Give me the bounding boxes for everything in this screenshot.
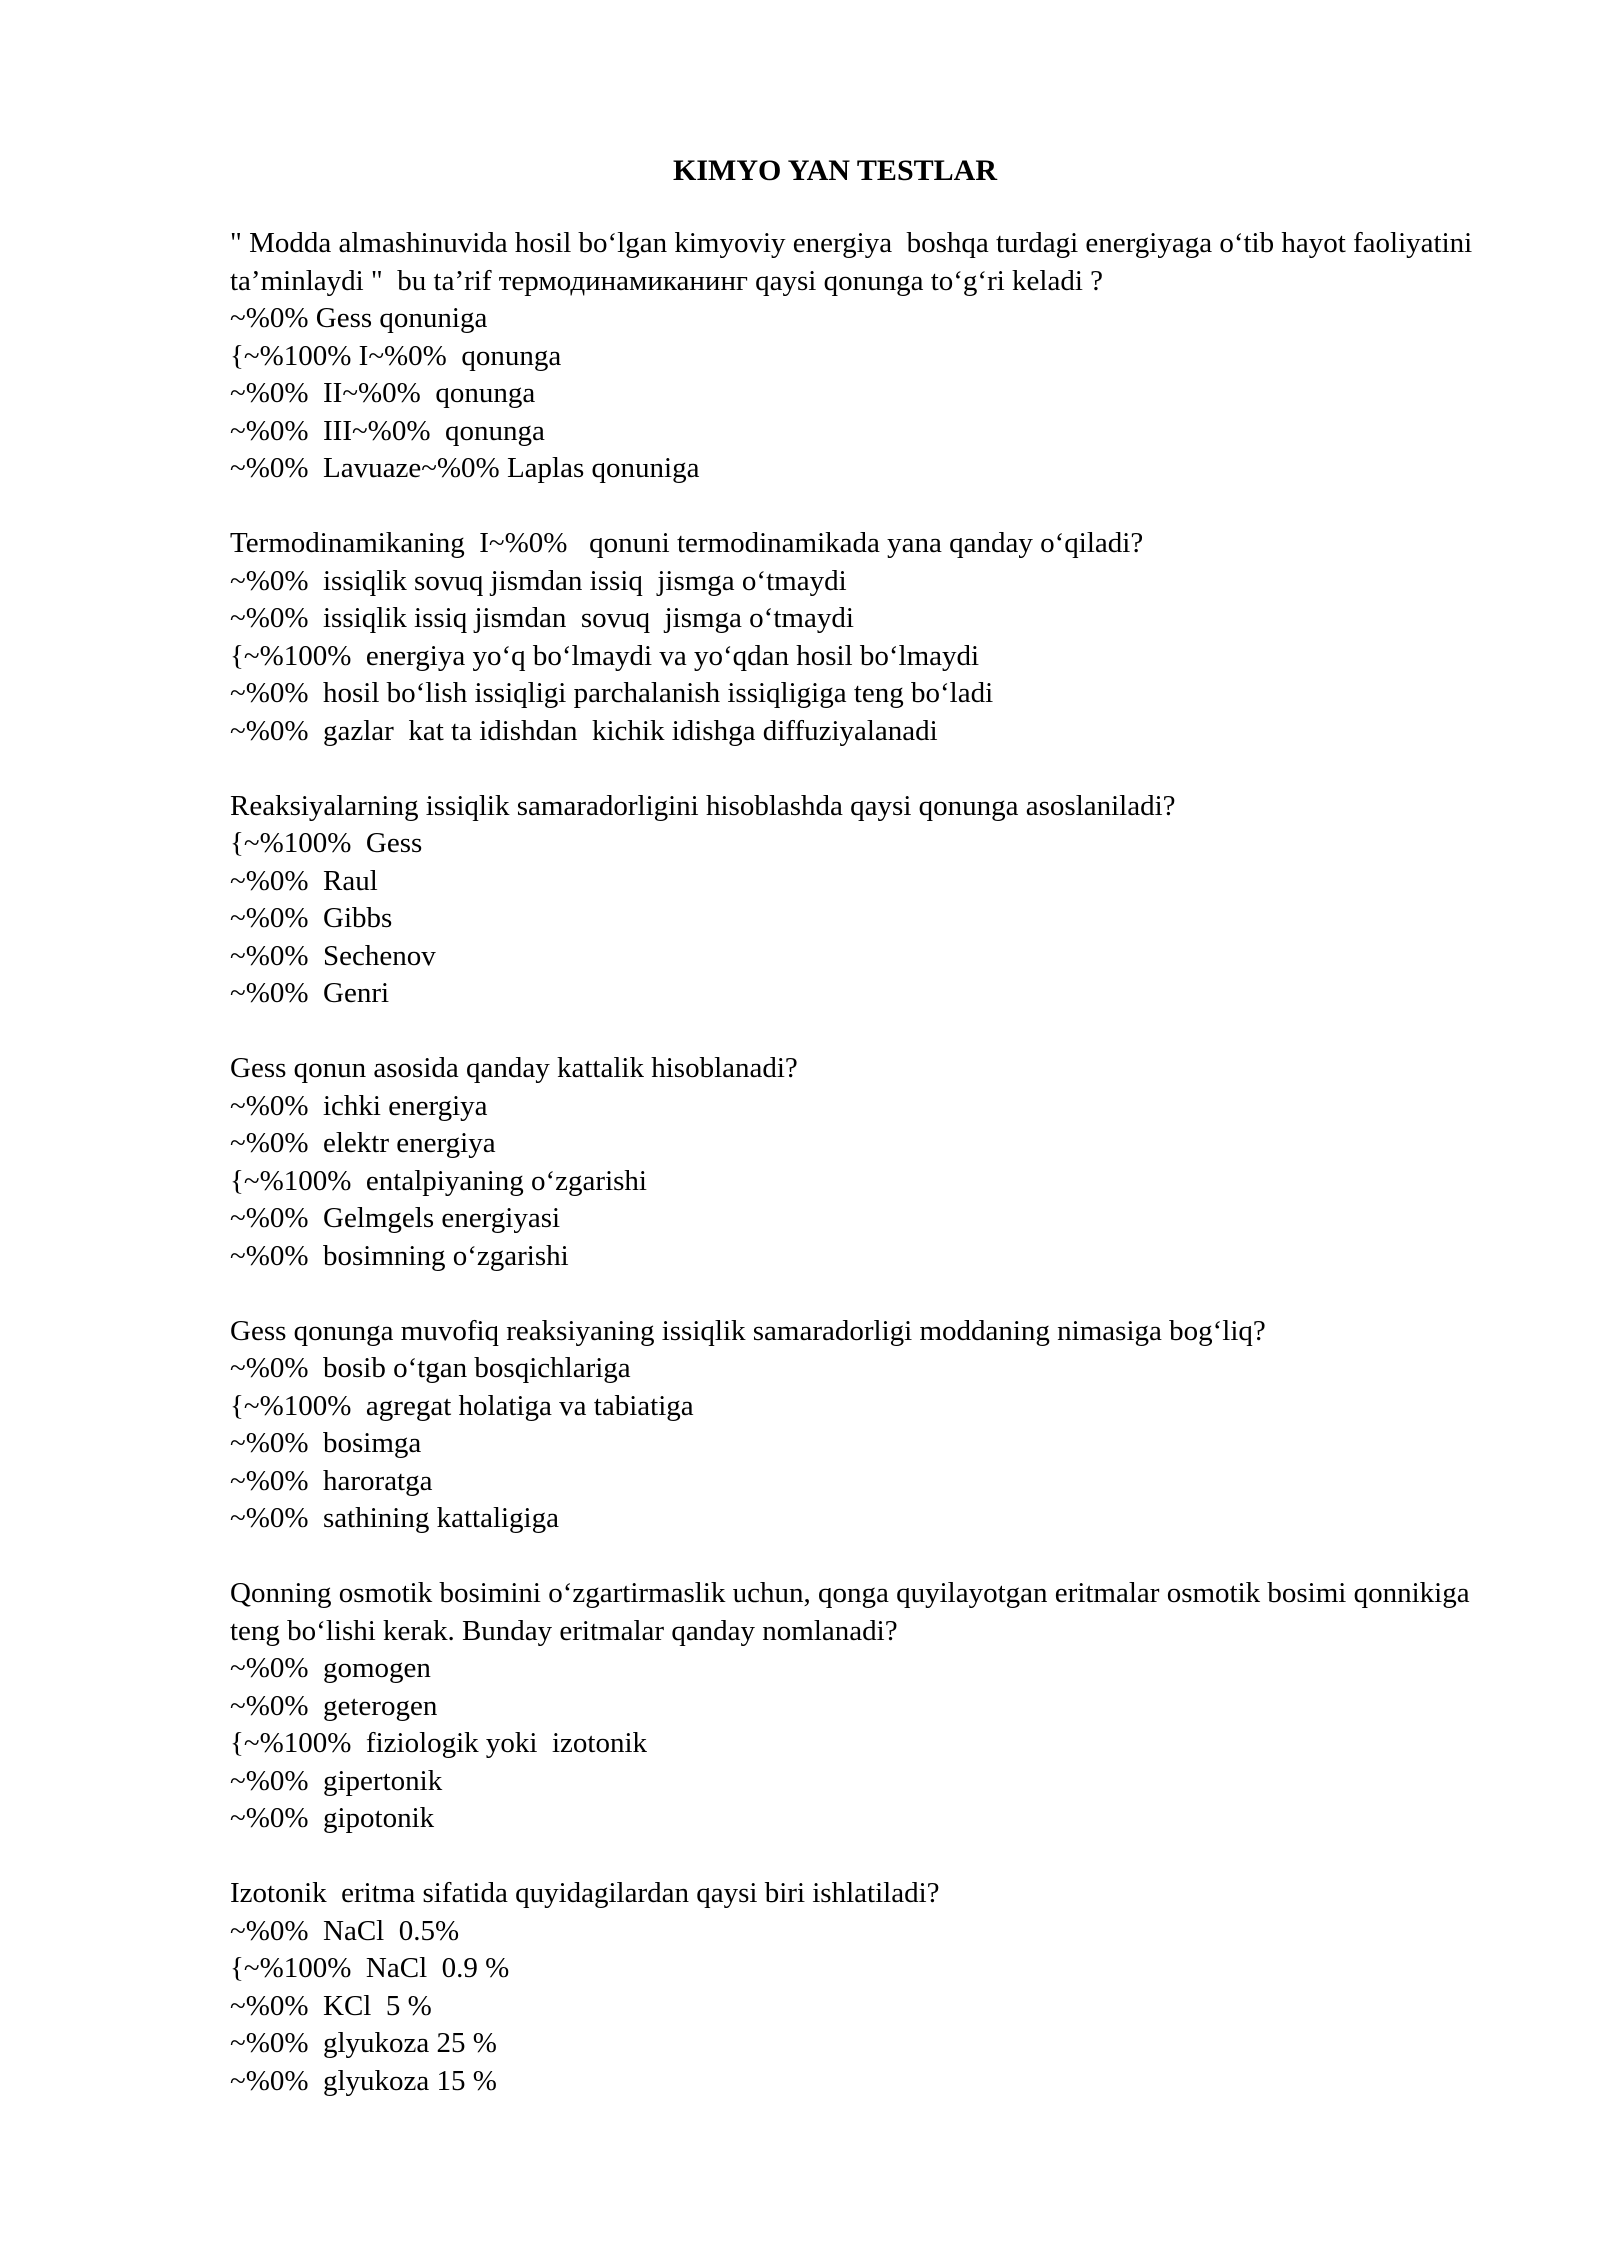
answer-option: ~%0% sathining kattaligiga [230,1502,559,1534]
answer-option: ~%0% gipotonik [230,1802,435,1834]
answer-option: ~%0% hosil bo‘lish issiqligi parchalanish issiqligiga teng bo‘ladi [230,677,994,709]
answer-option: ~%0% III~%0% qonunga [230,414,545,447]
answer-option: ~%0% II~%0% qonunga [230,377,536,409]
answer-option: {~%100% energiya yo‘q bo‘lmaydi va yo‘qdan hosil bo‘lmaydi [230,639,980,672]
answer-option: ~%0% gomogen [230,1652,431,1684]
question-text: Gess qonunga muvofiq reaksiyaning issiqlik samaradorligi moddaning nimasiga bog‘liq? [230,1314,1266,1347]
question-text: " Modda almashinuvida hosil bo‘lgan kimyoviy energiya boshqa turdagi energiyaga o‘tib hayot faoliyatini ta’minlaydi " bu ta’rif термодинамиканинг qaysi qonunga to‘g‘ri keladi ? [230,227,1480,297]
answer-option: ~%0% bosimga [230,1427,422,1459]
answer-option: ~%0% Sechenov [230,939,436,972]
question-block [230,1313,1500,1538]
answer-option: ~%0% Genri [230,977,390,1009]
answer-option: ~%0% issiqlik issiq jismdan sovuq jismga o‘tmaydi [230,602,854,634]
question-block [230,225,1500,488]
answer-option: ~%0% glyukoza 25 % [230,2027,497,2059]
question-block [230,1575,1500,1838]
answer-option: ~%0% ichki energiya [230,1089,488,1122]
answer-option: ~%0% Raul [230,864,378,897]
answer-option: ~%0% geterogen [230,1689,438,1722]
question-list [230,225,1500,2138]
question-block [230,525,1500,750]
answer-option: ~%0% KCl 5 % [230,1989,432,2022]
page-title: KIMYO YAN TESTLAR [673,154,997,187]
answer-option: ~%0% Gelmgels energiyasi [230,1202,561,1234]
answer-option: ~%0% elektr energiya [230,1127,496,1159]
answer-option: ~%0% Lavuaze~%0% Laplas qonuniga [230,452,700,484]
question-text: Qonning osmotik bosimini o‘zgartirmaslik uchun, qonga quyilayotgan eritmalar osmotik bosimi qonnikiga teng bo‘lishi kerak. Bunday eritmalar qanday nomlanadi? [230,1577,1477,1647]
question-block [230,788,1500,1013]
answer-option: ~%0% gipertonik [230,1764,443,1797]
answer-option: ~%0% issiqlik sovuq jismdan issiq jismga o‘tmaydi [230,564,847,597]
answer-option: {~%100% agregat holatiga va tabiatiga [230,1389,694,1422]
answer-option: ~%0% NaCl 0.5% [230,1914,460,1947]
answer-option: ~%0% glyukoza 15 % [230,2064,497,2097]
question-text: Izotonik eritma sifatida quyidagilardan qaysi biri ishlatiladi? [230,1877,940,1909]
answer-option: {~%100% entalpiyaning o‘zgarishi [230,1164,647,1197]
question-block [230,1050,1500,1275]
answer-option: ~%0% Gibbs [230,902,393,934]
answer-option: ~%0% bosimning o‘zgarishi [230,1239,569,1272]
answer-option: {~%100% NaCl 0.9 % [230,1952,510,1984]
question-text: Reaksiyalarning issiqlik samaradorligini hisoblashda qaysi qonunga asoslaniladi? [230,789,1176,822]
answer-option: ~%0% haroratga [230,1464,433,1497]
question-text: Termodinamikaning I~%0% qonuni termodinamikada yana qanday o‘qiladi? [230,527,1144,559]
question-text: Gess qonun asosida qanday kattalik hisoblanadi? [230,1052,798,1084]
answer-option: {~%100% Gess [230,827,423,859]
answer-option: ~%0% Gess qonuniga [230,302,488,334]
answer-option: {~%100% I~%0% qonunga [230,339,562,372]
answer-option: ~%0% gazlar kat ta idishdan kichik idishga diffuziyalanadi [230,714,938,747]
answer-option: {~%100% fiziologik yoki izotonik [230,1727,648,1759]
answer-option: ~%0% bosib o‘tgan bosqichlariga [230,1352,631,1384]
question-block [230,1875,1500,2100]
